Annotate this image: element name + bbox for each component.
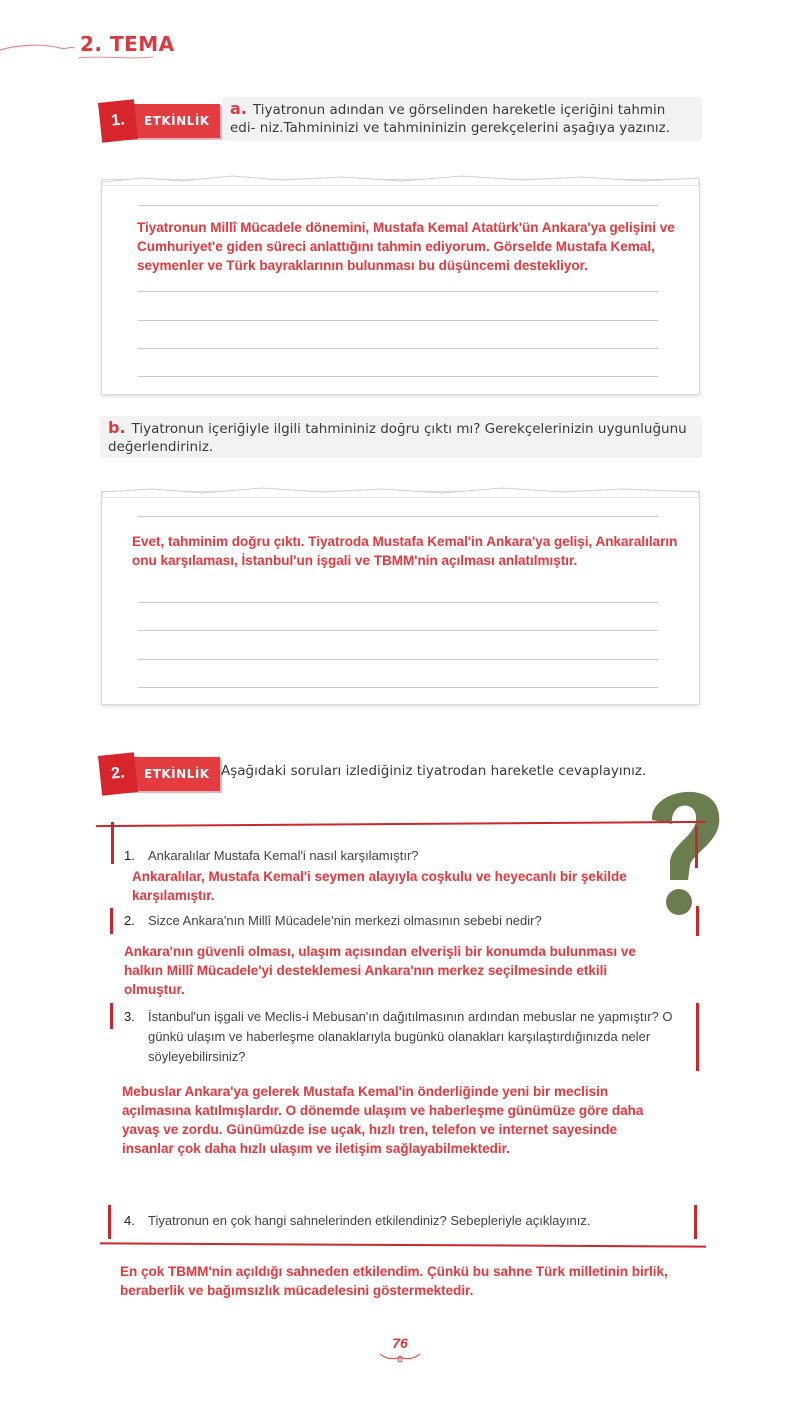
- question-4: 4. Tiyatronun en çok hangi sahnelerinden etkilendiniz? Sebepleriyle açıklayınız.: [124, 1213, 591, 1228]
- question-b-box: [100, 416, 702, 458]
- question-a-letter: a.: [230, 99, 247, 118]
- question-2: 2. Sizce Ankara'nın Millî Mücadele'nin merkezi olmasının sebebi nedir?: [124, 913, 542, 928]
- question-a-box: [222, 97, 702, 141]
- question-b-text: Tiyatronun içeriğiyle ilgili tahmininiz doğru çıktı mı? Gerekçelerinizin uygunluğunu değerlendiriniz.: [108, 421, 687, 455]
- theme-underline: [78, 54, 153, 62]
- frame-top-line: [96, 821, 706, 827]
- question-3: 3. İstanbul'un işgali ve Meclis-i Mebusan'ın dağıtılmasının ardından mebuslar ne yapmıştır? O günkü ulaşım ve haberleşme olanaklarıyla bugünkü olanakları karşılaştırdığınızda neler söyleyebilirsiniz?: [124, 1009, 673, 1064]
- activity-2-badge: [104, 757, 220, 791]
- theme-swoosh: [0, 38, 80, 58]
- answer-2: Ankara'nın güvenli olması, ulaşım açısından elverişli bir konumda bulunması ve halkın Millî Mücadele'yi desteklemesi Ankara'nın merkez seçilmesinde etkili olmuştur.: [124, 944, 636, 997]
- badge-label: ETKİNLİK: [144, 114, 210, 128]
- question-b-letter: b.: [108, 418, 126, 437]
- theme-title: 2. TEMA: [80, 32, 175, 56]
- torn-edge: [102, 484, 699, 498]
- badge-label: ETKİNLİK: [144, 767, 210, 781]
- badge-number: 1.: [98, 99, 138, 143]
- question-1: 1. Ankaralılar Mustafa Kemal'i nasıl karşılamıştır?: [124, 848, 419, 863]
- page-number-ornament: [378, 1350, 422, 1364]
- badge-number: 2.: [98, 752, 138, 796]
- answer-paper-a: [102, 180, 699, 394]
- frame-bottom-line: [100, 1242, 706, 1247]
- torn-edge: [102, 172, 699, 186]
- answer-a: Tiyatronun Millî Mücadele dönemini, Mustafa Kemal Atatürk'ün Ankara'ya gelişini ve Cumhuriyet'e giden süreci anlattığını tahmin ediyorum. Görselde Mustafa Kemal, seymenler ve Türk bayraklarının bulunması bu düşüncemi destekliyor.: [137, 220, 675, 273]
- answer-paper-b: [102, 492, 699, 704]
- answer-1: Ankaralılar, Mustafa Kemal'i seymen alayıyla coşkulu ve heyecanlı bir şekilde karşılamıştır.: [132, 869, 627, 903]
- answer-4: En çok TBMM'nin açıldığı sahneden etkilendim. Çünkü bu sahne Türk milletinin birlik, beraberlik ve bağımsızlık mücadelesini göstermektedir.: [120, 1264, 668, 1298]
- activity-2-intro: Aşağıdaki soruları izlediğiniz tiyatrodan hareketle cevaplayınız.: [221, 763, 647, 779]
- answer-3: Mebuslar Ankara'ya gelerek Mustafa Kemal'in önderliğinde yeni bir meclisin açılmasına katılmışlardır. O dönemde ulaşım ve haberleşme günümüze göre daha yavaş ve zordu. Günümüzde ise uçak, hızlı tren, telefon ve internet sayesinde insanlar çok daha hızlı ulaşım ve iletişim sağlayabilmektedir.: [122, 1084, 644, 1156]
- question-a-text: Tiyatronun adından ve görselinden hareketle içeriğini tahmin edi- niz.Tahmininizi ve tahmininizin gerekçelerini aşağıya yazınız.: [230, 102, 671, 136]
- activity-1-badge: [104, 104, 220, 138]
- answer-b: Evet, tahminim doğru çıktı. Tiyatroda Mustafa Kemal'in Ankara'ya gelişi, Ankaralıların onu karşılaması, İstanbul'un işgali ve TBMM'nin açılması anlatılmıştır.: [132, 534, 678, 568]
- page-number: 76: [392, 1335, 408, 1351]
